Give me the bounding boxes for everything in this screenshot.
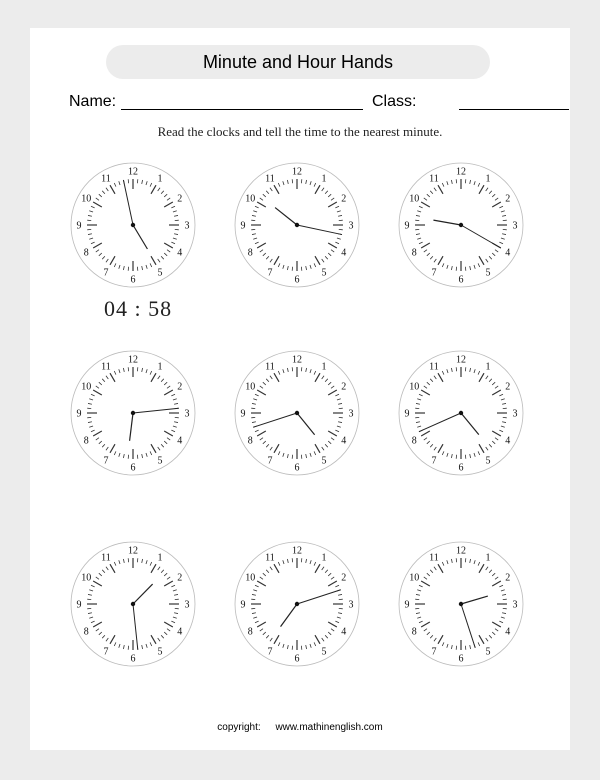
clock-number: 7	[103, 646, 109, 658]
clock-number: 11	[429, 173, 439, 185]
clock-number: 4	[505, 626, 511, 638]
clock-number: 1	[321, 361, 327, 373]
clock-number: 3	[184, 220, 190, 232]
clock-number: 12	[128, 166, 138, 178]
clock-number: 9	[76, 220, 82, 232]
copyright-label: copyright:	[217, 722, 261, 733]
clock-number: 5	[321, 646, 327, 658]
clock-2	[232, 160, 362, 290]
clock-number: 4	[177, 626, 183, 638]
clock-hub	[459, 602, 463, 606]
clock-number: 4	[505, 435, 511, 447]
clock-number: 9	[76, 408, 82, 420]
clock-number: 6	[130, 274, 136, 286]
clock-number: 4	[341, 435, 347, 447]
clock-hub	[131, 411, 135, 415]
clock-number: 9	[240, 599, 246, 611]
clock-number: 7	[267, 646, 273, 658]
clock-number: 8	[247, 435, 253, 447]
clock-number: 2	[505, 572, 511, 584]
clock-number: 2	[505, 193, 511, 205]
clock-number: 6	[294, 274, 300, 286]
clock-number: 1	[321, 173, 327, 185]
clock-number: 10	[245, 193, 256, 205]
clock-number: 3	[348, 220, 354, 232]
clock-number: 12	[456, 166, 466, 178]
clock-number: 9	[240, 220, 246, 232]
clock-number: 1	[485, 361, 491, 373]
class-label: Class:	[372, 93, 417, 110]
clock-9	[396, 539, 526, 669]
clock-number: 5	[321, 455, 327, 467]
clock-number: 11	[101, 361, 111, 373]
clock-number: 10	[409, 193, 420, 205]
clock-number: 6	[294, 653, 300, 665]
clock-number: 1	[321, 552, 327, 564]
clock-hub	[295, 411, 299, 415]
clock-number: 1	[157, 361, 163, 373]
clock-hub	[459, 411, 463, 415]
clock-number: 3	[348, 599, 354, 611]
clock-number: 9	[404, 408, 410, 420]
clock-number: 2	[341, 193, 347, 205]
clock-number: 10	[409, 381, 420, 393]
clock-number: 1	[157, 173, 163, 185]
clock-number: 9	[76, 599, 82, 611]
class-field[interactable]	[459, 109, 569, 110]
example-answer: 04 : 58	[104, 296, 173, 321]
clock-number: 3	[512, 220, 518, 232]
clock-number: 5	[157, 267, 163, 279]
clock-number: 5	[157, 455, 163, 467]
clock-number: 2	[177, 381, 183, 393]
clock-number: 3	[512, 599, 518, 611]
clock-number: 5	[485, 646, 491, 658]
clock-number: 6	[294, 462, 300, 474]
clock-number: 5	[485, 455, 491, 467]
clock-3	[396, 160, 526, 290]
clock-number: 6	[458, 462, 464, 474]
clock-number: 11	[429, 552, 439, 564]
clock-number: 12	[456, 354, 466, 366]
clock-number: 8	[83, 247, 89, 259]
name-class-row	[69, 91, 539, 115]
clock-7	[68, 539, 198, 669]
clock-number: 2	[505, 381, 511, 393]
clock-4	[68, 348, 198, 478]
clock-hub	[131, 223, 135, 227]
clock-number: 3	[512, 408, 518, 420]
clock-number: 8	[83, 626, 89, 638]
clock-number: 11	[429, 361, 439, 373]
clock-number: 1	[157, 552, 163, 564]
clock-number: 8	[411, 626, 417, 638]
clock-hub	[131, 602, 135, 606]
clock-number: 4	[341, 247, 347, 259]
clock-number: 12	[128, 545, 138, 557]
clock-hub	[459, 223, 463, 227]
clock-number: 6	[130, 462, 136, 474]
clock-number: 9	[240, 408, 246, 420]
clock-number: 10	[409, 572, 420, 584]
clock-6	[396, 348, 526, 478]
clock-number: 7	[103, 455, 109, 467]
clock-8	[232, 539, 362, 669]
clock-hub	[295, 223, 299, 227]
clock-number: 2	[177, 193, 183, 205]
instructions: Read the clocks and tell the time to the nearest minute.	[157, 124, 443, 139]
clock-number: 3	[184, 408, 190, 420]
clock-number: 2	[177, 572, 183, 584]
worksheet-title: Minute and Hour Hands	[106, 45, 490, 79]
clock-number: 10	[245, 572, 256, 584]
clock-number: 11	[265, 173, 275, 185]
clock-number: 7	[431, 267, 437, 279]
clock-number: 9	[404, 599, 410, 611]
clock-number: 12	[292, 545, 302, 557]
clock-number: 4	[177, 247, 183, 259]
clock-number: 6	[458, 653, 464, 665]
clock-number: 10	[81, 572, 92, 584]
clock-number: 4	[177, 435, 183, 447]
clock-number: 11	[101, 552, 111, 564]
clock-number: 4	[341, 626, 347, 638]
clock-number: 1	[485, 173, 491, 185]
clock-number: 10	[81, 381, 92, 393]
clock-hub	[295, 602, 299, 606]
clock-number: 2	[341, 381, 347, 393]
clock-number: 9	[404, 220, 410, 232]
clock-1	[68, 160, 198, 290]
clock-number: 5	[157, 646, 163, 658]
clock-number: 8	[411, 247, 417, 259]
clock-number: 8	[247, 626, 253, 638]
worksheet-page	[30, 28, 570, 750]
clock-number: 12	[292, 354, 302, 366]
clock-number: 12	[292, 166, 302, 178]
footer	[30, 722, 570, 733]
clock-number: 12	[456, 545, 466, 557]
clock-number: 5	[321, 267, 327, 279]
clock-number: 6	[458, 274, 464, 286]
clock-number: 11	[265, 361, 275, 373]
clock-number: 2	[341, 572, 347, 584]
clock-number: 7	[431, 455, 437, 467]
clock-number: 7	[103, 267, 109, 279]
clock-number: 7	[431, 646, 437, 658]
clock-number: 5	[485, 267, 491, 279]
clock-number: 11	[265, 552, 275, 564]
clock-number: 10	[245, 381, 256, 393]
clock-number: 4	[505, 247, 511, 259]
clock-number: 11	[101, 173, 111, 185]
clock-5	[232, 348, 362, 478]
clock-number: 8	[247, 247, 253, 259]
clock-number: 8	[411, 435, 417, 447]
clock-number: 3	[348, 408, 354, 420]
clock-number: 1	[485, 552, 491, 564]
clock-number: 3	[184, 599, 190, 611]
clock-number: 8	[83, 435, 89, 447]
name-field[interactable]	[121, 109, 363, 110]
clock-number: 10	[81, 193, 92, 205]
clock-number: 7	[267, 267, 273, 279]
clock-number: 6	[130, 653, 136, 665]
clock-number: 12	[128, 354, 138, 366]
name-label: Name:	[69, 93, 117, 110]
site-link[interactable]: www.mathinenglish.com	[275, 722, 383, 733]
clock-number: 7	[267, 455, 273, 467]
